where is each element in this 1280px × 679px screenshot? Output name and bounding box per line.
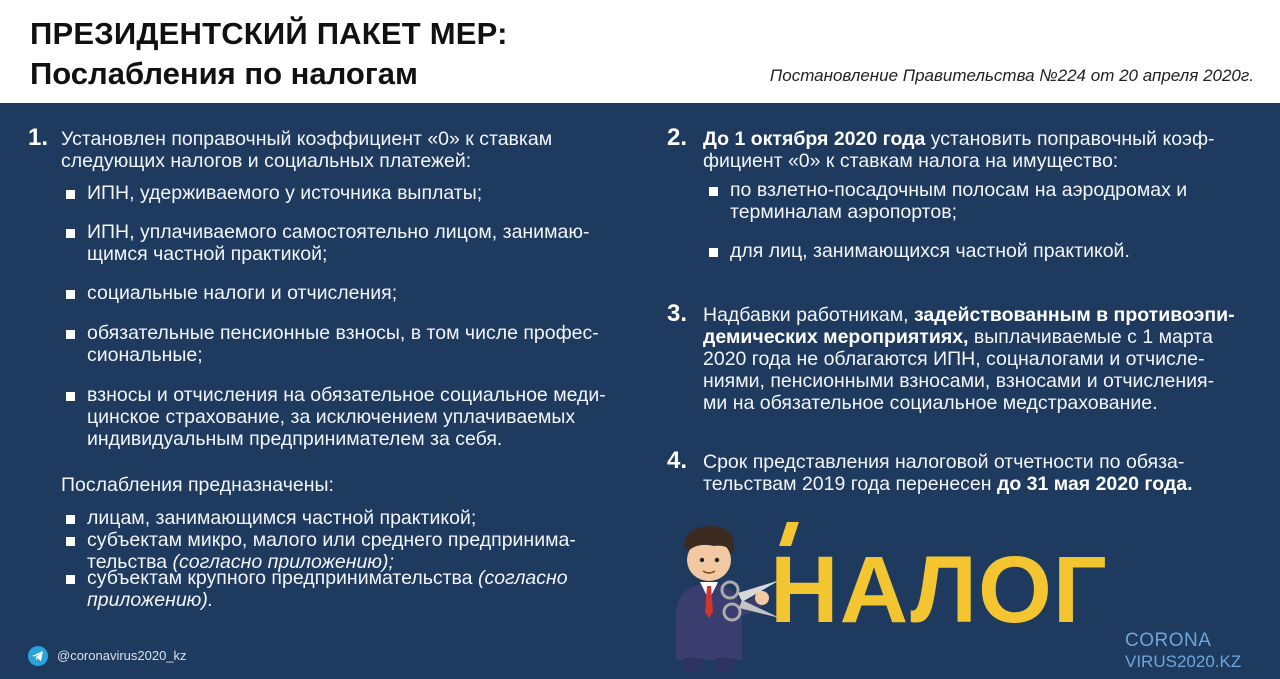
telegram-icon — [28, 646, 48, 666]
businessman-scissors-illustration — [662, 520, 782, 675]
telegram-handle[interactable]: @coronavirus2020_kz — [57, 648, 187, 663]
decree-reference: Постановление Правительства №224 от 20 апреля 2020г. — [769, 66, 1254, 85]
list-item: лицам, занимающимся частной практикой; — [87, 507, 477, 529]
section-1-intro: Установлен поправочный коэффициент «0» к ставкам следующих налогов и социальных платежей: — [61, 128, 553, 172]
section-3-number: 3. — [667, 300, 688, 327]
brand-logo-top: CORONA — [1125, 630, 1212, 651]
bullet-icon — [709, 248, 718, 257]
page-title: ПРЕЗИДЕНТСКИЙ ПАКЕТ МЕР: — [30, 16, 508, 51]
bullet-icon — [66, 392, 75, 401]
header — [0, 0, 1280, 103]
bullet-icon — [66, 515, 75, 524]
tax-word: НАЛОГ — [770, 537, 1108, 643]
section-3-text: Надбавки работникам, задействованным в противоэпи- демических мероприятиях, выплачиваемые с 1 марта 2020 года не облагаются ИПН, соцналогами и отчисле- ниями, пенсионными взносами, взносами и отчисления- ми на обязательное социальное медстрахование. — [703, 304, 1235, 414]
section-1-number: 1. — [28, 124, 49, 151]
list-item: для лиц, занимающихся частной практикой. — [730, 240, 1130, 262]
list-item: ИПН, удерживаемого у источника выплаты; — [87, 182, 483, 204]
bullet-icon — [66, 537, 75, 546]
brand-logo-bottom: VIRUS2020.KZ — [1125, 652, 1242, 671]
page-subtitle: Послабления по налогам — [30, 56, 418, 91]
section-4-number: 4. — [667, 447, 688, 474]
list-item: субъектам крупного предпринимательства (согласно приложению). — [87, 567, 568, 611]
bullet-icon — [709, 187, 718, 196]
bullet-icon — [66, 575, 75, 584]
bullet-icon — [66, 229, 75, 238]
section-2-number: 2. — [667, 124, 688, 151]
list-item: субъектам микро, малого или среднего предпринима- тельства (согласно приложению); — [87, 529, 576, 573]
target-heading: Послабления предназначены: — [61, 474, 334, 496]
bullet-icon — [66, 290, 75, 299]
bullet-icon — [66, 190, 75, 199]
section-4-text: Срок представления налоговой отчетности по обяза- тельствам 2019 года перенесен до 31 мая 2020 года. — [703, 451, 1193, 495]
list-item: по взлетно-посадочным полосам на аэродромах и терминалам аэропортов; — [730, 179, 1188, 223]
list-item: взносы и отчисления на обязательное социальное меди- цинское страхование, за исключением уплачиваемых индивидуальным предпринимателем за себя. — [87, 384, 606, 450]
bullet-icon — [66, 330, 75, 339]
list-item: социальные налоги и отчисления; — [87, 282, 398, 304]
list-item: обязательные пенсионные взносы, в том числе профес- сиональные; — [87, 322, 599, 366]
list-item: ИПН, уплачиваемого самостоятельно лицом, занимаю- щимся частной практикой; — [87, 221, 590, 265]
section-2-intro: До 1 октября 2020 года установить поправочный коэф- фициент «0» к ставкам налога на имущество: — [703, 128, 1215, 172]
